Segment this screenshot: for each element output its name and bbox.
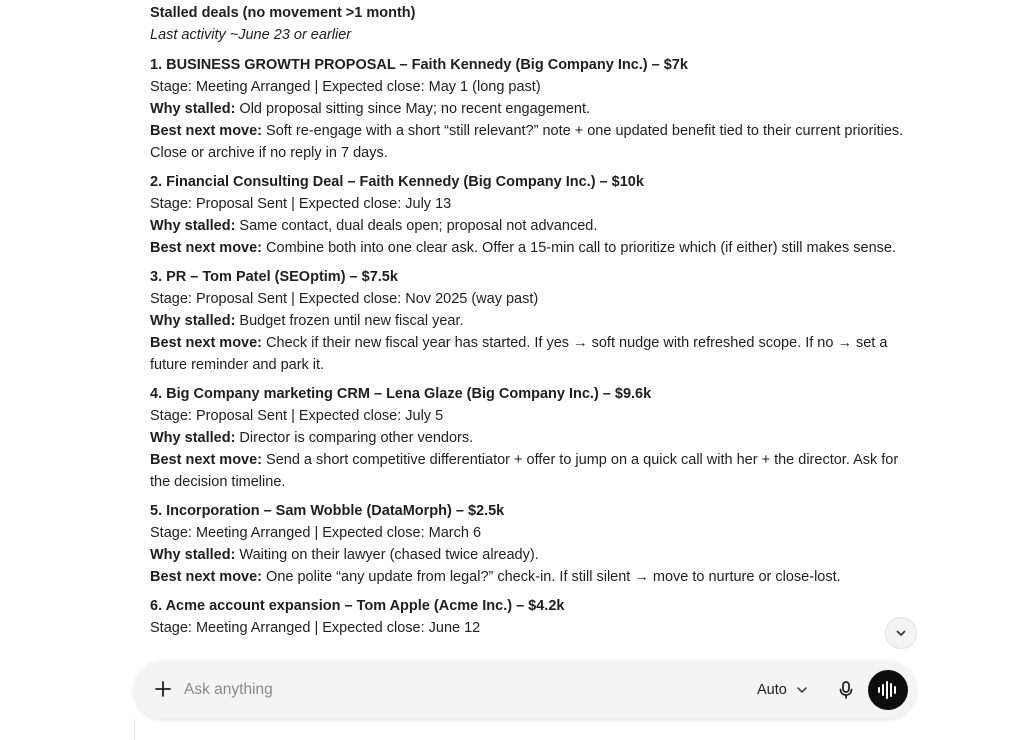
chat-response [150, 0, 910, 646]
next-text: Check if their new fiscal year has started. If yes → soft nudge with refreshed scope. If no → set a future reminder and park it. [150, 335, 888, 373]
scroll-down-icon [894, 626, 908, 640]
deal-stage: Stage: Proposal Sent | Expected close: Nov 2025 (way past) [150, 291, 539, 307]
next-text: Soft re-engage with a short “still relevant?” note + one updated benefit tied to their current priorities. Close or archive if no reply in 7 days. [150, 123, 904, 161]
model-mode-dropdown[interactable] [757, 678, 809, 702]
why-text: Same contact, dual deals open; proposal not advanced. [235, 218, 598, 234]
deal-stage: Stage: Meeting Arranged | Expected close: June 12 [150, 620, 481, 636]
why-text: Director is comparing other vendors. [235, 430, 474, 446]
deal-title: 6. Acme account expansion – Tom Apple (Acme Inc.) – $4.2k [150, 598, 565, 614]
deal-item [150, 266, 910, 376]
deal-why [150, 310, 910, 332]
deal-next [150, 566, 910, 588]
next-label: Best next move: [150, 123, 263, 139]
voice-mode-button[interactable] [868, 670, 908, 710]
deal-why [150, 98, 910, 120]
deal-title: 1. BUSINESS GROWTH PROPOSAL – Faith Kennedy (Big Company Inc.) – $7k [150, 57, 688, 73]
deal-item [150, 383, 910, 493]
deal-next [150, 237, 910, 259]
deal-why [150, 427, 910, 449]
deal-item [150, 595, 910, 639]
deal-stage: Stage: Meeting Arranged | Expected close: May 1 (long past) [150, 79, 541, 95]
deal-next [150, 332, 910, 376]
deal-stage: Stage: Proposal Sent | Expected close: July 5 [150, 408, 444, 424]
why-label: Why stalled: [150, 313, 236, 329]
why-label: Why stalled: [150, 547, 236, 563]
microphone-icon [837, 680, 855, 700]
why-label: Why stalled: [150, 101, 236, 117]
why-text: Budget frozen until new fiscal year. [235, 313, 464, 329]
deal-title: 5. Incorporation – Sam Wobble (DataMorph) – $2.5k [150, 503, 505, 519]
plus-icon [152, 678, 174, 700]
next-text: One polite “any update from legal?” check-in. If still silent → move to nurture or close-lost. [262, 569, 841, 585]
next-text: Combine both into one clear ask. Offer a 15-min call to prioritize which (if either) still makes sense. [262, 240, 896, 256]
add-attachment-button[interactable] [152, 678, 174, 700]
deal-title: 4. Big Company marketing CRM – Lena Glaze (Big Company Inc.) – $9.6k [150, 386, 652, 402]
response-heading: Stalled deals (no movement >1 month) [150, 5, 416, 21]
why-label: Why stalled: [150, 218, 236, 234]
deal-next [150, 120, 910, 164]
next-text: Send a short competitive differentiator + offer to jump on a quick call with her + the director. Ask for the decision timeline. [150, 452, 899, 490]
chevron-down-icon [795, 683, 809, 697]
response-subheading: Last activity ~June 23 or earlier [150, 27, 352, 43]
deal-item [150, 500, 910, 588]
mode-label: Auto [757, 682, 787, 698]
deal-why [150, 544, 910, 566]
message-composer [134, 661, 916, 719]
deal-next [150, 449, 910, 493]
deal-why [150, 215, 910, 237]
next-label: Best next move: [150, 452, 263, 468]
next-label: Best next move: [150, 240, 263, 256]
why-text: Old proposal sitting since May; no recent engagement. [235, 101, 591, 117]
deal-item [150, 171, 910, 259]
why-text: Waiting on their lawyer (chased twice already). [235, 547, 539, 563]
ask-input[interactable] [184, 678, 684, 702]
dictate-button[interactable] [834, 677, 858, 703]
deal-stage: Stage: Meeting Arranged | Expected close: March 6 [150, 525, 482, 541]
deal-title: 2. Financial Consulting Deal – Faith Kennedy (Big Company Inc.) – $10k [150, 174, 644, 190]
scroll-to-bottom-button[interactable] [885, 617, 917, 649]
why-label: Why stalled: [150, 430, 236, 446]
deal-stage: Stage: Proposal Sent | Expected close: July 13 [150, 196, 452, 212]
voice-waveform-icon [876, 680, 900, 700]
deal-title: 3. PR – Tom Patel (SEOptim) – $7.5k [150, 269, 398, 285]
next-label: Best next move: [150, 569, 263, 585]
divider [134, 719, 135, 740]
next-label: Best next move: [150, 335, 263, 351]
deal-item [150, 54, 910, 164]
